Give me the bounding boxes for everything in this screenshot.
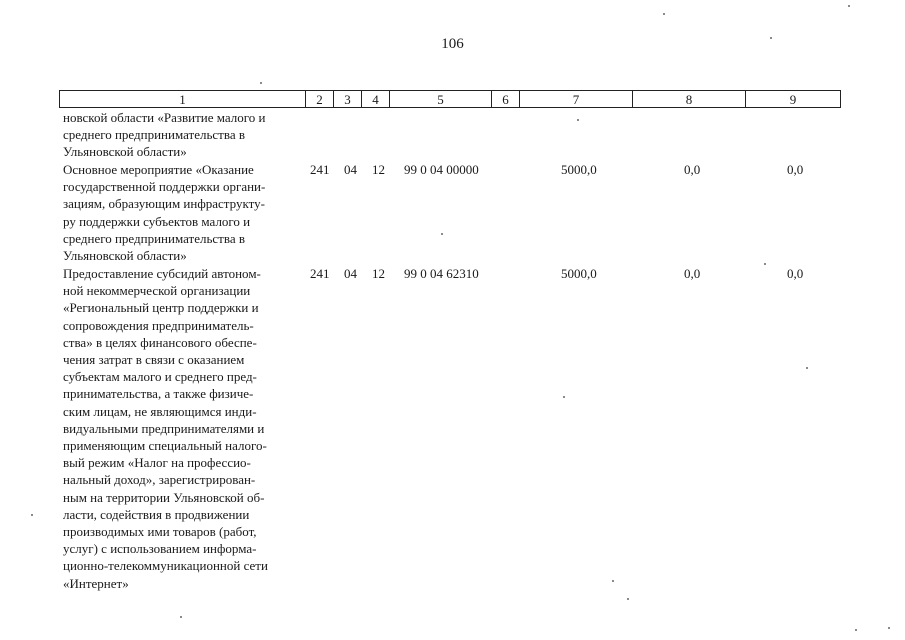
scan-speck <box>612 580 614 582</box>
scan-speck <box>627 598 629 600</box>
text-line: Ульяновской области» <box>63 144 187 160</box>
text-line: услуг) с использованием информа- <box>63 541 257 557</box>
scan-speck <box>260 82 262 84</box>
table-cell-col5: 99 0 04 00000 <box>404 162 479 177</box>
table-cell-col8: 0,0 <box>684 266 701 281</box>
text-line: сопровождения предприниматель- <box>63 317 254 333</box>
text-line: «Региональный центр поддержки и <box>63 300 259 316</box>
page-number: 106 <box>441 36 464 52</box>
text-line: применяющим специальный налого- <box>63 438 267 454</box>
text-line: субъектам малого и среднего пред- <box>63 369 257 385</box>
table-row-description <box>63 109 301 161</box>
text-line: вый режим «Налог на профессио- <box>63 455 251 471</box>
text-line: Ульяновской области» <box>63 248 187 264</box>
text-line: ским лицам, не являющимся инди- <box>63 403 257 419</box>
column-header-8: 8 <box>633 91 746 108</box>
text-line: среднего предпринимательства в <box>63 127 245 143</box>
table-cell-col2: 241 <box>310 266 330 281</box>
column-header-4: 4 <box>362 91 390 108</box>
scan-speck <box>848 5 850 7</box>
text-line: ной некоммерческой организации <box>63 283 251 299</box>
scan-speck <box>806 367 808 369</box>
text-line: ру поддержки субъектов малого и <box>63 213 251 229</box>
column-header-5: 5 <box>390 91 492 108</box>
table-cell-col7: 5000,0 <box>561 266 597 281</box>
scan-speck <box>31 514 33 516</box>
column-header-row <box>59 90 841 108</box>
table-row-description <box>63 265 301 592</box>
column-header-1: 1 <box>60 91 306 108</box>
text-line: новской области «Развитие малого и <box>63 110 266 125</box>
table-cell-col5: 99 0 04 62310 <box>404 266 479 281</box>
text-line: зациям, образующим инфраструкту- <box>63 196 265 212</box>
scan-speck <box>563 396 565 398</box>
table-cell-col3: 04 <box>344 162 357 177</box>
scan-speck <box>888 627 890 629</box>
column-header-6: 6 <box>492 91 520 108</box>
table-cell-col3: 04 <box>344 266 357 281</box>
scan-speck <box>441 233 443 235</box>
text-line: государственной поддержки органи- <box>63 179 266 195</box>
scan-speck <box>663 13 665 15</box>
table-cell-col9: 0,0 <box>787 162 804 177</box>
column-header-3: 3 <box>334 91 362 108</box>
text-line: ным на территории Ульяновской об- <box>63 489 265 505</box>
text-line: нальный доход», зарегистрирован- <box>63 472 256 488</box>
text-line: ства» в целях финансового обеспе- <box>63 334 257 350</box>
table-cell-col7: 5000,0 <box>561 162 597 177</box>
text-line: принимательства, а также физиче- <box>63 386 254 402</box>
scan-speck <box>764 263 766 265</box>
scan-speck <box>180 616 182 618</box>
text-line: видуальными предпринимателями и <box>63 420 265 436</box>
table-cell-col4: 12 <box>372 266 385 281</box>
column-header-7: 7 <box>520 91 633 108</box>
table-cell-col2: 241 <box>310 162 330 177</box>
scan-speck <box>770 37 772 39</box>
text-line: ционно-телекоммуникационной сети <box>63 558 268 574</box>
text-line: ласти, содействия в продвижении <box>63 506 250 522</box>
text-line: Основное мероприятие «Оказание <box>63 162 254 177</box>
text-line: производимых ими товаров (работ, <box>63 524 257 540</box>
table-cell-col9: 0,0 <box>787 266 804 281</box>
table-cell-col8: 0,0 <box>684 162 701 177</box>
table-cell-col4: 12 <box>372 162 385 177</box>
text-line: Предоставление субсидий автоном- <box>63 266 261 281</box>
column-header-9: 9 <box>746 91 841 108</box>
scan-speck <box>855 629 857 631</box>
text-line: «Интернет» <box>63 575 129 591</box>
scan-speck <box>577 119 579 121</box>
table-row-description <box>63 161 301 264</box>
text-line: среднего предпринимательства в <box>63 230 245 246</box>
text-line: чения затрат в связи с оказанием <box>63 352 245 368</box>
column-header-2: 2 <box>306 91 334 108</box>
